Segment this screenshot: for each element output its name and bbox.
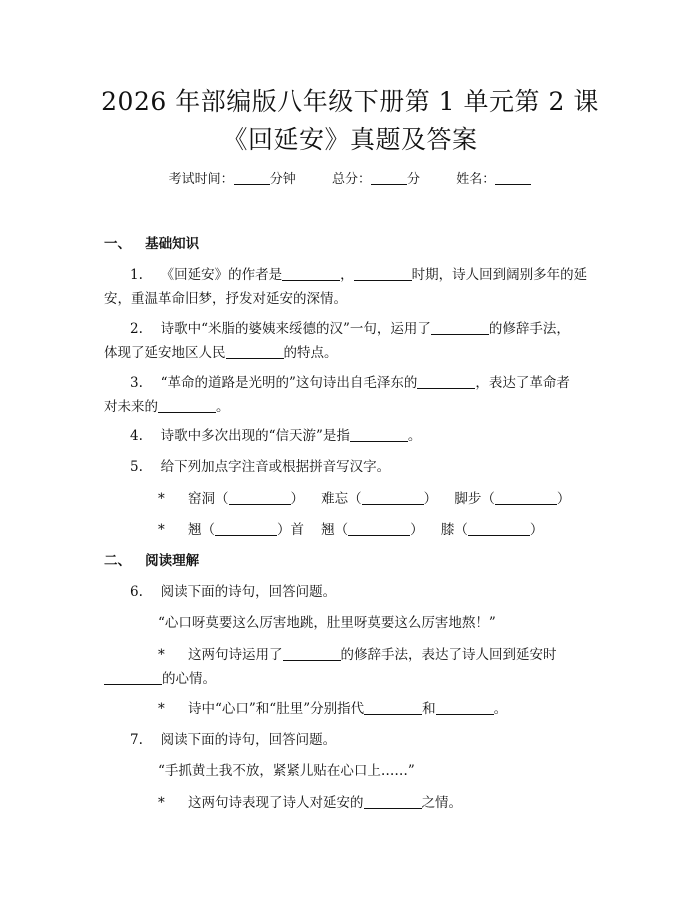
section-2-heading: [104, 549, 199, 569]
question-2-line-2: 体现了延安地区人民 的特点。: [104, 345, 338, 361]
q5-row1-blank-1: [229, 490, 291, 505]
q6-sub2-blank-2: [436, 700, 494, 715]
q7-sub1-blank: [364, 794, 422, 809]
title-line-2: 《回延安》真题及答案: [222, 125, 478, 154]
question-6-sub-1-line-2: 的心情。: [104, 667, 216, 687]
name-label: 姓名：: [456, 172, 496, 187]
section-1-title: 基础知识: [145, 236, 200, 252]
question-7-sub-1: * 这两句诗表现了诗人对延安的 之情。: [158, 795, 462, 811]
score-label: 总分：: [331, 172, 371, 187]
question-3-line-2: 对未来的 。: [104, 399, 230, 415]
q5-row2-blank-2: [348, 521, 410, 536]
question-1-line-1: 1. 《回延安》的作者是 ， 时期，诗人回到阔别多年的延: [130, 267, 588, 283]
question-5-row-1: * 窑洞（ ） 难忘（ ） 脚步（ ）: [158, 491, 571, 507]
q6-sub2-blank-1: [364, 700, 422, 715]
title-line-1: 2026 年部编版八年级下册第 1 单元第 2 课: [101, 87, 599, 116]
q5-row2-blank-3: [468, 521, 530, 536]
section-1-heading: [104, 232, 199, 252]
q6-sub1-blank-1: [283, 646, 341, 661]
q5-row2-blank-1: [215, 521, 277, 536]
section-2-title: 阅读理解: [145, 553, 200, 569]
question-5: 5. 给下列加点字注音或根据拼音写汉字。: [130, 459, 391, 475]
question-6-quote: “心口呀莫要这么厉害地跳，肚里呀莫要这么厉害地熬！”: [158, 615, 496, 631]
section-2-number: 二、: [104, 553, 131, 569]
score-unit: 分: [407, 172, 421, 187]
exam-meta: [0, 168, 700, 187]
exam-time-label: 考试时间：: [168, 172, 234, 187]
q5-row1-blank-2: [362, 490, 424, 505]
q5-row1-blank-3: [495, 490, 557, 505]
q1-blank-1: [282, 266, 340, 281]
name-blank: [495, 170, 531, 185]
question-6: 6. 阅读下面的诗句，回答问题。: [130, 584, 337, 600]
q6-sub1-blank-2: [104, 670, 162, 685]
q2-blank-1: [431, 320, 489, 335]
question-7-quote: “手抓黄土我不放，紧紧儿贴在心口上……”: [158, 763, 415, 779]
question-6-sub-2: * 诗中“心口”和“肚里”分别指代 和 。: [158, 701, 508, 717]
q3-blank-1: [417, 374, 475, 389]
question-2-line-1: 2. 诗歌中“米脂的婆姨来绥德的汉”一句，运用了 的修辞手法，: [130, 321, 570, 337]
section-1-number: 一、: [104, 236, 131, 252]
question-5-row-2: * 翘（ ）首 翘（ ） 膝（ ）: [158, 522, 544, 538]
q1-blank-2: [354, 266, 412, 281]
question-6-sub-1-line-1: * 这两句诗运用了 的修辞手法，表达了诗人回到延安时: [158, 647, 557, 663]
q2-blank-2: [226, 344, 284, 359]
question-7: 7. 阅读下面的诗句，回答问题。: [130, 732, 337, 748]
q4-blank: [350, 427, 408, 442]
question-3-line-1: 3. “革命的道路是光明的”这句诗出自毛泽东的 ，表达了革命者: [130, 375, 570, 391]
exam-time-unit: 分钟: [269, 172, 296, 187]
score-blank: [371, 170, 407, 185]
exam-time-blank: [234, 170, 270, 185]
q3-blank-2: [158, 398, 216, 413]
question-1-line-2: 安，重温革命旧梦，抒发对延安的深情。: [104, 291, 347, 307]
question-4: 4. 诗歌中多次出现的“信天游”是指 。: [130, 428, 422, 444]
